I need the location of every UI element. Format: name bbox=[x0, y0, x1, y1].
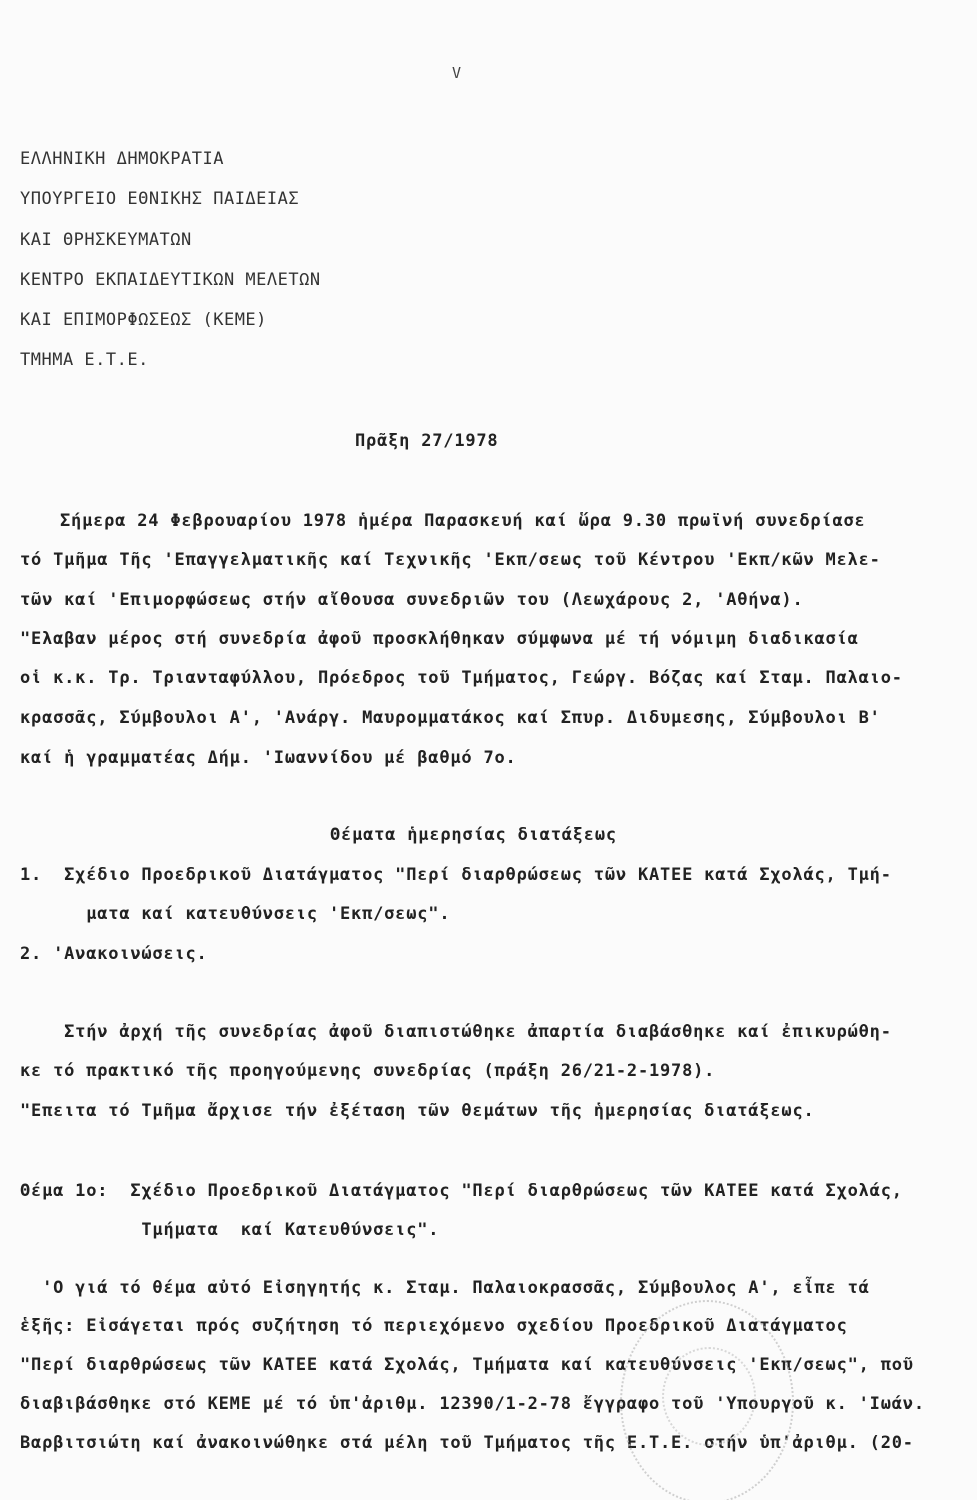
agenda-item: 1. Σχέδιο Προεδρικοῦ Διατάγματος "Περί διαρθρώσεως τῶν ΚΑΤΕΕ κατά Σχολάς, Τμή- bbox=[20, 865, 892, 885]
discussion-line: ἑξῆς: Εἰσάγεται πρός συζήτηση τό περιεχόμενο σχεδίου Προεδρικοῦ Διατάγματος bbox=[20, 1316, 848, 1336]
agenda-heading: Θέματα ἡμερησίας διατάξεως bbox=[330, 825, 617, 845]
opening-line: κρασσᾶς, Σύμβουλοι Α', 'Ανάργ. Μαυρομματάκος καί Σπυρ. Διδυμεσης, Σύμβουλοι Β' bbox=[20, 708, 881, 728]
discussion-line: διαβιβάσθηκε στό ΚΕΜΕ μέ τό ὑπ'ἀριθμ. 12390/1-2-78 ἔγγραφο τοῦ 'Υπουργοῦ κ. 'Ιωάν. bbox=[20, 1394, 925, 1414]
topic-heading-cont: Τμήματα καί Κατευθύνσεις". bbox=[20, 1220, 440, 1240]
topic-heading: Θέμα 1ο: Σχέδιο Προεδρικοῦ Διατάγματος "Περί διαρθρώσεως τῶν ΚΑΤΕΕ κατά Σχολάς, bbox=[20, 1181, 903, 1201]
page-mark: V bbox=[452, 64, 462, 82]
opening-line: οἱ κ.κ. Τρ. Τριανταφύλλου, Πρόεδρος τοῦ Τμήματος, Γεώργ. Βόζας καί Σταμ. Παλαιο- bbox=[20, 668, 903, 688]
opening-line: καί ἡ γραμματέας Δήμ. 'Ιωαννίδου μέ βαθμό 7ο. bbox=[20, 748, 517, 768]
agenda-item: 2. 'Ανακοινώσεις. bbox=[20, 944, 208, 964]
opening-line: τῶν καί 'Επιμορφώσεως στήν αἴθουσα συνεδριῶν του (Λεωχάρους 2, 'Αθήνα). bbox=[20, 590, 804, 610]
minutes-line: Στήν ἀρχή τῆς συνεδρίας ἀφοῦ διαπιστώθηκε ἀπαρτία διαβάσθηκε καί ἐπικυρώθη- bbox=[20, 1022, 892, 1042]
header-line-centre: ΚΕΝΤΡΟ ΕΚΠΑΙΔΕΥΤΙΚΩΝ ΜΕΛΕΤΩΝ bbox=[20, 270, 321, 290]
minutes-line: "Επειτα τό Τμῆμα ἄρχισε τήν ἐξέταση τῶν θεμάτων τῆς ἡμερησίας διατάξεως. bbox=[20, 1101, 815, 1121]
opening-line: τό Τμῆμα Τῆς 'Επαγγελματικῆς καί Τεχνικῆς 'Εκπ/σεως τοῦ Κέντρου 'Εκπ/κῶν Μελε- bbox=[20, 550, 881, 570]
stamp-seal bbox=[662, 1347, 756, 1446]
opening-line: Σήμερα 24 Φεβρουαρίου 1978 ἡμέρα Παρασκευή καί ὥρα 9.30 πρωϊνή συνεδρίασε bbox=[60, 511, 866, 531]
header-line-ministry: ΥΠΟΥΡΓΕΙΟ ΕΘΝΙΚΗΣ ΠΑΙΔΕΙΑΣ bbox=[20, 189, 300, 209]
header-line-centre-cont: ΚΑΙ ΕΠΙΜΟΡΦΩΣΕΩΣ (ΚΕΜΕ) bbox=[20, 310, 267, 330]
header-line-department: ΤΜΗΜΑ Ε.Τ.Ε. bbox=[20, 350, 149, 370]
header-line-ministry-cont: ΚΑΙ ΘΡΗΣΚΕΥΜΑΤΩΝ bbox=[20, 230, 192, 250]
discussion-line: 'Ο γιά τό θέμα αὐτό Εἰσηγητής κ. Σταμ. Παλαιοκρασσᾶς, Σύμβουλος Α', εἶπε τά bbox=[20, 1278, 870, 1298]
discussion-line: "Περί διαρθρώσεως τῶν ΚΑΤΕΕ κατά Σχολάς, Τμήματα καί κατευθύνσεις 'Εκπ/σεως", ποῦ bbox=[20, 1355, 914, 1375]
header-line-country: ΕΛΛΗΝΙΚΗ ΔΗΜΟΚΡΑΤΙΑ bbox=[20, 149, 224, 169]
discussion-line: Βαρβιτσιώτη καί ἀνακοινώθηκε στά μέλη τοῦ Τμήματος τῆς Ε.Τ.Ε. στήν ὑπ'ἀριθμ. (20- bbox=[20, 1433, 914, 1453]
agenda-item-cont: ματα καί κατευθύνσεις 'Εκπ/σεως". bbox=[20, 904, 451, 924]
document-title: Πρᾶξη 27/1978 bbox=[355, 431, 499, 451]
minutes-line: κε τό πρακτικό τῆς προηγούμενης συνεδρίας (πράξη 26/21-2-1978). bbox=[20, 1061, 716, 1081]
opening-line: "Ελαβαν μέρος στή συνεδρία ἀφοῦ προσκλήθηκαν σύμφωνα μέ τή νόμιμη διαδικασία bbox=[20, 629, 859, 649]
official-stamp bbox=[620, 1300, 794, 1500]
